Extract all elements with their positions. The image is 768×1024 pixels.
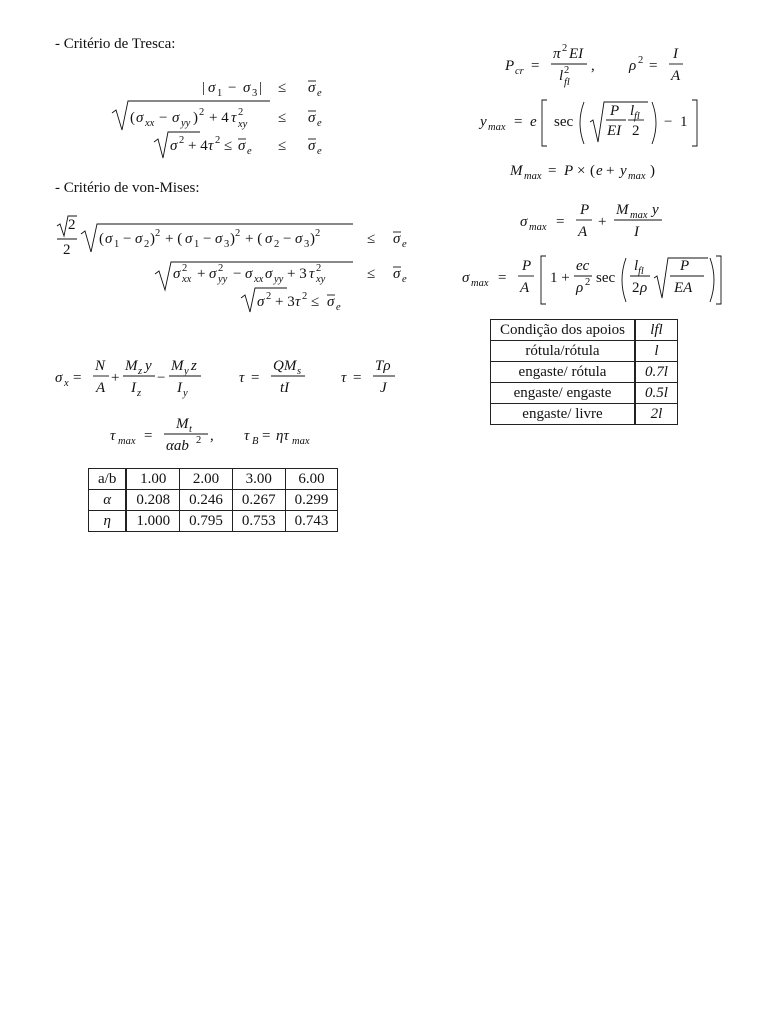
svg-text:y: y <box>480 114 487 130</box>
svg-text:σ: σ <box>327 294 335 310</box>
svg-text:EI: EI <box>569 46 584 62</box>
svg-text:≤: ≤ <box>367 266 376 282</box>
svg-text:−: − <box>203 231 212 247</box>
svg-text:−: − <box>283 231 292 247</box>
svg-text:l: l <box>630 103 635 119</box>
svg-text:=: = <box>73 370 82 386</box>
svg-text:≤: ≤ <box>367 231 376 247</box>
svg-text:2: 2 <box>182 263 188 274</box>
tau-max-eq <box>110 416 214 454</box>
table-cell: rótula/rótula <box>491 341 636 362</box>
table-row <box>89 469 338 490</box>
svg-text:−: − <box>159 110 168 126</box>
svg-text:e: e <box>530 114 537 130</box>
svg-text:P: P <box>522 258 532 274</box>
svg-text:(: ( <box>130 110 135 126</box>
tresca-eq-1 <box>202 80 322 99</box>
svg-text:t: t <box>189 424 192 435</box>
svg-text:1: 1 <box>114 239 120 250</box>
svg-text:ητ: ητ <box>276 428 289 444</box>
svg-text:2: 2 <box>215 135 221 146</box>
svg-text:αab: αab <box>166 438 189 454</box>
svg-text:=: = <box>353 370 362 386</box>
table-cell: 1.00 <box>126 469 179 490</box>
svg-text:=: = <box>649 58 658 74</box>
svg-text:(: ( <box>99 231 104 247</box>
table-cell: engaste/ livre <box>491 404 636 425</box>
svg-text:e: e <box>402 274 407 285</box>
svg-text:EI: EI <box>607 123 622 139</box>
svg-text:QM: QM <box>273 358 297 374</box>
svg-text:max: max <box>488 122 506 133</box>
svg-text:+: + <box>111 370 120 386</box>
svg-text:σ: σ <box>295 231 303 247</box>
table-cell: 2l <box>635 404 677 425</box>
svg-text:): ) <box>230 231 235 247</box>
svg-text:EA: EA <box>674 280 693 296</box>
svg-text:3: 3 <box>252 88 258 99</box>
svg-text:I: I <box>634 224 639 240</box>
torsion-coefficients-table <box>88 468 338 532</box>
svg-text:σ: σ <box>215 231 223 247</box>
svg-text:xy: xy <box>316 274 326 285</box>
svg-text:xx: xx <box>182 274 192 285</box>
table-cell: lfl <box>635 320 677 341</box>
table-cell: 0.246 <box>180 490 233 511</box>
svg-text:2: 2 <box>63 242 71 258</box>
svg-text:2: 2 <box>199 107 205 118</box>
svg-text:σ: σ <box>173 266 181 282</box>
svg-text:fl: fl <box>634 111 640 122</box>
svg-text:e: e <box>402 239 407 250</box>
svg-text:1 +: 1 + <box>550 270 570 286</box>
svg-text:+ (: + ( <box>165 231 183 247</box>
svg-text:y: y <box>652 202 659 218</box>
svg-text:M: M <box>125 358 138 374</box>
svg-text:2: 2 <box>68 217 76 233</box>
svg-text:+ 3: + 3 <box>275 294 295 310</box>
tau-b-eq <box>244 428 310 447</box>
svg-text:σ: σ <box>208 80 216 96</box>
stress-equations <box>55 352 405 402</box>
support-conditions-table <box>490 319 678 425</box>
tresca-eq-3 <box>154 132 322 158</box>
svg-text:+: + <box>606 163 615 179</box>
shear-stress-eq <box>239 358 305 396</box>
svg-text:e: e <box>317 118 322 129</box>
svg-text:(: ( <box>590 163 595 179</box>
svg-text:2: 2 <box>196 435 202 446</box>
svg-text:max: max <box>628 171 646 182</box>
heading-von-mises: - Critério de von-Mises: <box>55 180 200 196</box>
svg-text:|: | <box>259 80 263 96</box>
table-cell: 0.753 <box>232 511 285 532</box>
svg-text:σ: σ <box>257 294 265 310</box>
svg-text:M: M <box>171 358 184 374</box>
svg-text:2: 2 <box>238 107 244 118</box>
svg-text:e: e <box>317 88 322 99</box>
svg-text:ρ: ρ <box>640 280 648 296</box>
svg-text:ρ: ρ <box>576 280 584 296</box>
svg-text:=: = <box>548 163 557 179</box>
svg-text:M: M <box>616 202 629 218</box>
table-cell: 0.208 <box>126 490 179 511</box>
svg-text:−: − <box>664 114 673 130</box>
von-mises-equations <box>55 212 425 317</box>
svg-text:I: I <box>177 380 182 396</box>
svg-text:max: max <box>529 222 547 233</box>
svg-text:z: z <box>191 358 197 374</box>
table-cell: 0.7l <box>635 362 677 383</box>
svg-text:1: 1 <box>680 114 688 130</box>
svg-text:2: 2 <box>315 228 321 239</box>
svg-text:|: | <box>202 80 206 96</box>
svg-text:): ) <box>193 110 198 126</box>
svg-text:sec: sec <box>554 114 574 130</box>
table-row <box>491 404 678 425</box>
svg-text:yy: yy <box>218 274 228 285</box>
svg-text:cr: cr <box>515 66 524 77</box>
svg-text:): ) <box>650 163 655 179</box>
svg-text:−: − <box>228 80 237 96</box>
svg-text:+ (: + ( <box>245 231 263 247</box>
table-cell: 0.267 <box>232 490 285 511</box>
svg-text:A: A <box>96 380 106 396</box>
svg-text:≤: ≤ <box>311 294 320 310</box>
svg-text:−: − <box>123 231 132 247</box>
svg-text:xx: xx <box>254 274 264 285</box>
svg-text:σ: σ <box>185 231 193 247</box>
svg-text:,: , <box>210 428 214 444</box>
table-cell: α <box>89 490 127 511</box>
svg-text:τ: τ <box>208 138 214 154</box>
svg-text:A: A <box>671 68 681 84</box>
svg-text:I: I <box>131 380 136 396</box>
svg-text:,: , <box>591 58 595 74</box>
svg-text:P: P <box>580 202 590 218</box>
table-cell: a/b <box>89 469 127 490</box>
von-mises-eq-3 <box>241 288 341 313</box>
svg-text:=: = <box>144 428 153 444</box>
svg-text:B: B <box>252 436 259 447</box>
svg-text:σ: σ <box>55 370 63 386</box>
svg-text:τ: τ <box>341 370 347 386</box>
svg-text:2: 2 <box>564 65 570 76</box>
svg-text:ec: ec <box>576 258 590 274</box>
svg-text:2: 2 <box>144 239 150 250</box>
svg-text:σ: σ <box>172 110 180 126</box>
svg-text:l: l <box>634 258 639 274</box>
svg-text:=: = <box>262 428 271 444</box>
svg-text:≤: ≤ <box>224 138 233 154</box>
svg-text:sec: sec <box>596 270 616 286</box>
svg-text:σ: σ <box>135 231 143 247</box>
svg-text:σ: σ <box>308 138 316 154</box>
svg-text:yy: yy <box>181 118 191 129</box>
svg-text:+ 3: + 3 <box>287 266 307 282</box>
svg-text:2: 2 <box>585 277 591 288</box>
svg-text:y: y <box>183 388 188 399</box>
svg-text:2: 2 <box>266 291 272 302</box>
svg-text:2: 2 <box>562 43 568 54</box>
svg-text:I: I <box>673 46 678 62</box>
svg-text:xx: xx <box>145 118 155 129</box>
table-cell: 0.5l <box>635 383 677 404</box>
secant-formula-eq <box>462 250 722 308</box>
svg-text:max: max <box>292 436 310 447</box>
svg-text:τ: τ <box>295 294 301 310</box>
table-row <box>89 490 338 511</box>
svg-text:2: 2 <box>638 55 644 66</box>
svg-text:+: + <box>598 214 607 230</box>
svg-text:σ: σ <box>243 80 251 96</box>
svg-text:σ: σ <box>265 231 273 247</box>
svg-text:π: π <box>553 46 561 62</box>
svg-text:max: max <box>471 278 489 289</box>
svg-text:y: y <box>145 358 152 374</box>
svg-text:2: 2 <box>155 228 161 239</box>
svg-text:M: M <box>510 163 523 179</box>
svg-text:=: = <box>498 270 507 286</box>
svg-text:τ: τ <box>309 266 315 282</box>
svg-text:×: × <box>577 163 586 179</box>
svg-text:P: P <box>680 258 690 274</box>
svg-text:x: x <box>64 378 69 389</box>
svg-text:): ) <box>310 231 315 247</box>
svg-text:τ: τ <box>239 370 245 386</box>
svg-text:σ: σ <box>308 110 316 126</box>
svg-text:z: z <box>138 366 143 377</box>
svg-text:≤: ≤ <box>278 80 287 96</box>
table-cell: 0.795 <box>180 511 233 532</box>
svg-text:P: P <box>564 163 574 179</box>
svg-text:σ: σ <box>238 138 246 154</box>
svg-text:max: max <box>118 436 136 447</box>
svg-text:ρ: ρ <box>629 58 637 74</box>
svg-text:e: e <box>596 163 603 179</box>
svg-text:+ 4: + 4 <box>209 110 229 126</box>
svg-text:fl: fl <box>564 77 570 88</box>
svg-text:3: 3 <box>224 239 230 250</box>
svg-text:y: y <box>620 163 627 179</box>
table-row <box>491 320 678 341</box>
svg-text:max: max <box>630 210 648 221</box>
table-cell: 0.743 <box>285 511 338 532</box>
table-cell: η <box>89 511 127 532</box>
max-moment-eq <box>510 158 690 182</box>
torsion-equations <box>110 412 340 462</box>
svg-text:e: e <box>317 146 322 157</box>
svg-text:2: 2 <box>632 123 640 139</box>
svg-text:σ: σ <box>462 270 470 286</box>
svg-text:J: J <box>380 380 387 396</box>
svg-text:σ: σ <box>520 214 528 230</box>
svg-text:A: A <box>578 224 588 240</box>
svg-text:2: 2 <box>274 239 280 250</box>
svg-text:−: − <box>233 266 242 282</box>
svg-text:σ: σ <box>393 266 401 282</box>
table-row <box>491 341 678 362</box>
tresca-equations <box>110 70 370 165</box>
svg-text:s: s <box>297 366 302 377</box>
table-cell: Condição dos apoios <box>491 320 636 341</box>
svg-text:z: z <box>137 388 142 399</box>
table-cell: 0.299 <box>285 490 338 511</box>
svg-text:σ: σ <box>209 266 217 282</box>
table-cell: engaste/ rótula <box>491 362 636 383</box>
svg-text:max: max <box>524 171 542 182</box>
tresca-eq-2 <box>112 101 322 130</box>
svg-text:≤: ≤ <box>278 110 287 126</box>
svg-text:σ: σ <box>136 110 144 126</box>
svg-text:fl: fl <box>638 266 644 277</box>
max-stress-eq <box>520 198 700 246</box>
svg-text:σ: σ <box>265 266 273 282</box>
svg-text:=: = <box>251 370 260 386</box>
table-cell: 3.00 <box>232 469 285 490</box>
svg-text:σ: σ <box>245 266 253 282</box>
heading-tresca: - Critério de Tresca: <box>55 36 176 52</box>
table-row <box>491 383 678 404</box>
von-mises-eq-2 <box>155 262 407 290</box>
svg-text:1: 1 <box>217 88 223 99</box>
normal-stress-eq <box>55 358 201 399</box>
svg-text:σ: σ <box>308 80 316 96</box>
svg-text:σ: σ <box>105 231 113 247</box>
max-deflection-eq <box>480 92 710 152</box>
svg-text:−: − <box>157 370 166 386</box>
svg-text:yy: yy <box>274 274 284 285</box>
svg-text:): ) <box>150 231 155 247</box>
svg-text:τ: τ <box>110 428 116 444</box>
svg-text:2: 2 <box>235 228 241 239</box>
table-row <box>491 362 678 383</box>
svg-text:e: e <box>336 302 341 313</box>
svg-text:=: = <box>556 214 565 230</box>
svg-text:τ: τ <box>244 428 250 444</box>
svg-text:A: A <box>520 280 530 296</box>
table-row <box>89 511 338 532</box>
svg-text:σ: σ <box>170 138 178 154</box>
svg-text:3: 3 <box>304 239 310 250</box>
svg-text:P: P <box>505 58 515 74</box>
svg-text:2: 2 <box>632 280 640 296</box>
von-mises-eq-1 <box>57 216 407 258</box>
svg-text:Tρ: Tρ <box>375 358 391 374</box>
svg-text:2: 2 <box>179 135 185 146</box>
svg-text:l: l <box>559 68 564 84</box>
svg-text:≤: ≤ <box>278 138 287 154</box>
svg-text:tI: tI <box>280 380 290 396</box>
svg-text:2: 2 <box>302 291 308 302</box>
svg-text:σ: σ <box>393 231 401 247</box>
table-cell: 2.00 <box>180 469 233 490</box>
svg-text:N: N <box>95 358 106 374</box>
svg-text:+ 4: + 4 <box>188 138 208 154</box>
svg-text:+: + <box>197 266 206 282</box>
svg-text:τ: τ <box>231 110 237 126</box>
svg-text:P: P <box>610 103 620 119</box>
table-cell: l <box>635 341 677 362</box>
svg-text:1: 1 <box>194 239 200 250</box>
svg-text:M: M <box>176 416 189 432</box>
table-cell: 6.00 <box>285 469 338 490</box>
table-cell: 1.000 <box>126 511 179 532</box>
svg-text:2: 2 <box>316 263 322 274</box>
table-cell: engaste/ engaste <box>491 383 636 404</box>
svg-text:e: e <box>247 146 252 157</box>
svg-text:y: y <box>184 366 189 377</box>
svg-text:2: 2 <box>218 263 224 274</box>
torsion-stress-eq <box>341 358 395 396</box>
svg-text:=: = <box>531 58 540 74</box>
svg-text:xy: xy <box>238 119 248 130</box>
svg-text:=: = <box>514 114 523 130</box>
buckling-critical-load-eq <box>505 40 695 95</box>
